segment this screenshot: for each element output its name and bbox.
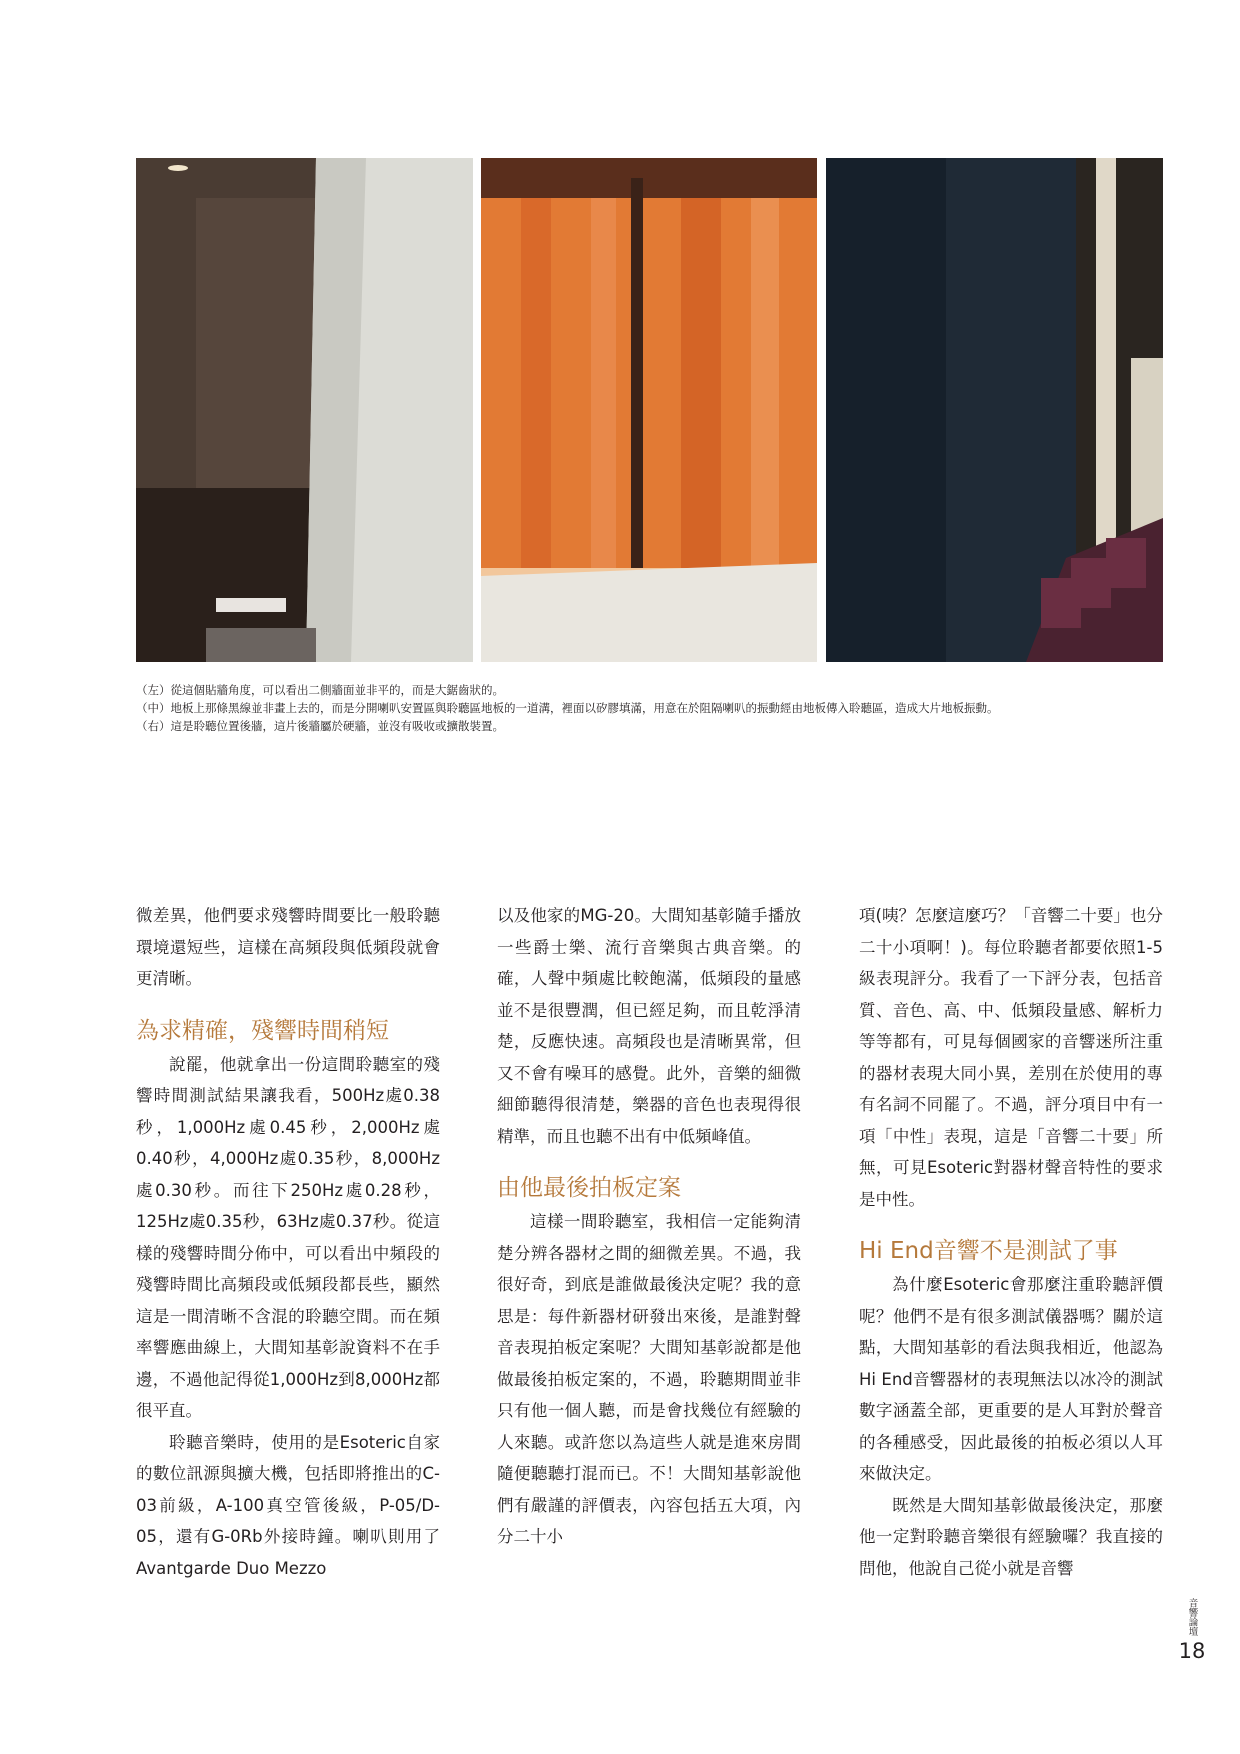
photo-left-image	[136, 158, 473, 662]
photo-right	[826, 158, 1163, 662]
section-heading: 由他最後拍板定案	[497, 1175, 681, 1201]
paragraph: 說罷，他就拿出一份這間聆聽室的殘響時間測試結果讓我看，500Hz處0.38秒，1,000Hz處0.45秒，2,000Hz處0.40秒，4,000Hz處0.35秒，8,000Hz處0.30秒。而往下250Hz處0.28秒，125Hz處0.35秒，63Hz處0.37秒。從這樣的殘響時間分佈中，可以看出中頻段的殘響時間比高頻段或低頻段都長些，顯然這是一間清晰不含混的聆聽空間。而在頻率響應曲線上，大間知基彰說資料不在手邊，不過他記得從1,000Hz到8,000Hz都很平直。	[136, 1054, 440, 1420]
page-number: 18	[1178, 1639, 1206, 1663]
page-folio	[1172, 1598, 1212, 1663]
paragraph: 微差異，他們要求殘響時間要比一般聆聽環境還短些，這樣在高頻段與低頻段就會更清晰。	[136, 906, 440, 988]
magazine-name: 音響論壇	[1186, 1598, 1198, 1636]
section-heading: 為求精確，殘響時間稍短	[136, 1017, 389, 1044]
article-column-2	[497, 900, 801, 1553]
caption-left: （左）從這個貼牆角度，可以看出二側牆面並非平的，而是大鋸齒狀的。	[136, 683, 504, 697]
photo-right-image	[826, 158, 1163, 662]
paragraph: 聆聽音樂時，使用的是Esoteric自家的數位訊源與擴大機，包括即將推出的C-03前級，A-100真空管後級，P-05/D-05，還有G-0Rb外接時鐘。喇叭則用了Avantgarde Duo Mezzo	[136, 1432, 440, 1578]
paragraph: 以及他家的MG-20。大間知基彰隨手播放一些爵士樂、流行音樂與古典音樂。的確，人聲中頻處比較飽滿，低頻段的量感並不是很豐潤，但已經足夠，而且乾淨清楚，反應快速。高頻段也是清晰異常，但又不會有噪耳的感覺。此外，音樂的細微細節聽得很清楚，樂器的音色也表現得很精準，而且也聽不出有中低頻峰值。	[497, 906, 801, 1146]
paragraph: 既然是大間知基彰做最後決定，那麼他一定對聆聽音樂很有經驗囉？我直接的問他，他說自己從小就是音響	[859, 1495, 1163, 1578]
photo-captions	[136, 681, 1176, 735]
article-column-1	[136, 900, 440, 1584]
photo-middle	[481, 158, 817, 662]
article-column-3	[859, 900, 1163, 1584]
paragraph: 這樣一間聆聽室，我相信一定能夠清楚分辨各器材之間的細微差異。不過，我很好奇，到底是誰做最後決定呢？我的意思是：每件新器材研發出來後，是誰對聲音表現拍板定案呢？大間知基彰說都是他做最後拍板定案的，不過，聆聽期間並非只有他一個人聽，而是會找幾位有經驗的人來聽。或許您以為這些人就是進來房間隨便聽聽打混而已。不！大間知基彰說他們有嚴謹的評價表，內容包括五大項，內分二十小	[497, 1212, 801, 1546]
photo-middle-image	[481, 158, 817, 662]
caption-middle: （中）地板上那條黑線並非畫上去的，而是分開喇叭安置區與聆聽區地板的一道溝，裡面以矽膠填滿，用意在於阻隔喇叭的振動經由地板傳入聆聽區，造成大片地板振動。	[136, 701, 999, 715]
paragraph: 項(咦？怎麼這麼巧？「音響二十要」也分二十小項啊！)。每位聆聽者都要依照1-5級表現評分。我看了一下評分表，包括音質、音色、高、中、低頻段量感、解析力等等都有，可見每個國家的音響迷所注重的器材表現大同小異，差別在於使用的專有名詞不同罷了。不過，評分項目中有一項「中性」表現，這是「音響二十要」所無，可見Esoteric對器材聲音特性的要求是中性。	[859, 906, 1163, 1209]
caption-right: （右）這是聆聽位置後牆，這片後牆屬於硬牆，並沒有吸收或擴散裝置。	[136, 719, 504, 733]
photo-left	[136, 158, 473, 662]
section-heading: Hi End音響不是測試了事	[859, 1238, 1118, 1264]
paragraph: 為什麼Esoteric會那麼注重聆聽評價呢？他們不是有很多測試儀器嗎？關於這點，大間知基彰的看法與我相近，他認為Hi End音響器材的表現無法以冰冷的測試數字涵蓋全部，更重要的是人耳對於聲音的各種感受，因此最後的拍板必須以人耳來做決定。	[859, 1275, 1163, 1483]
